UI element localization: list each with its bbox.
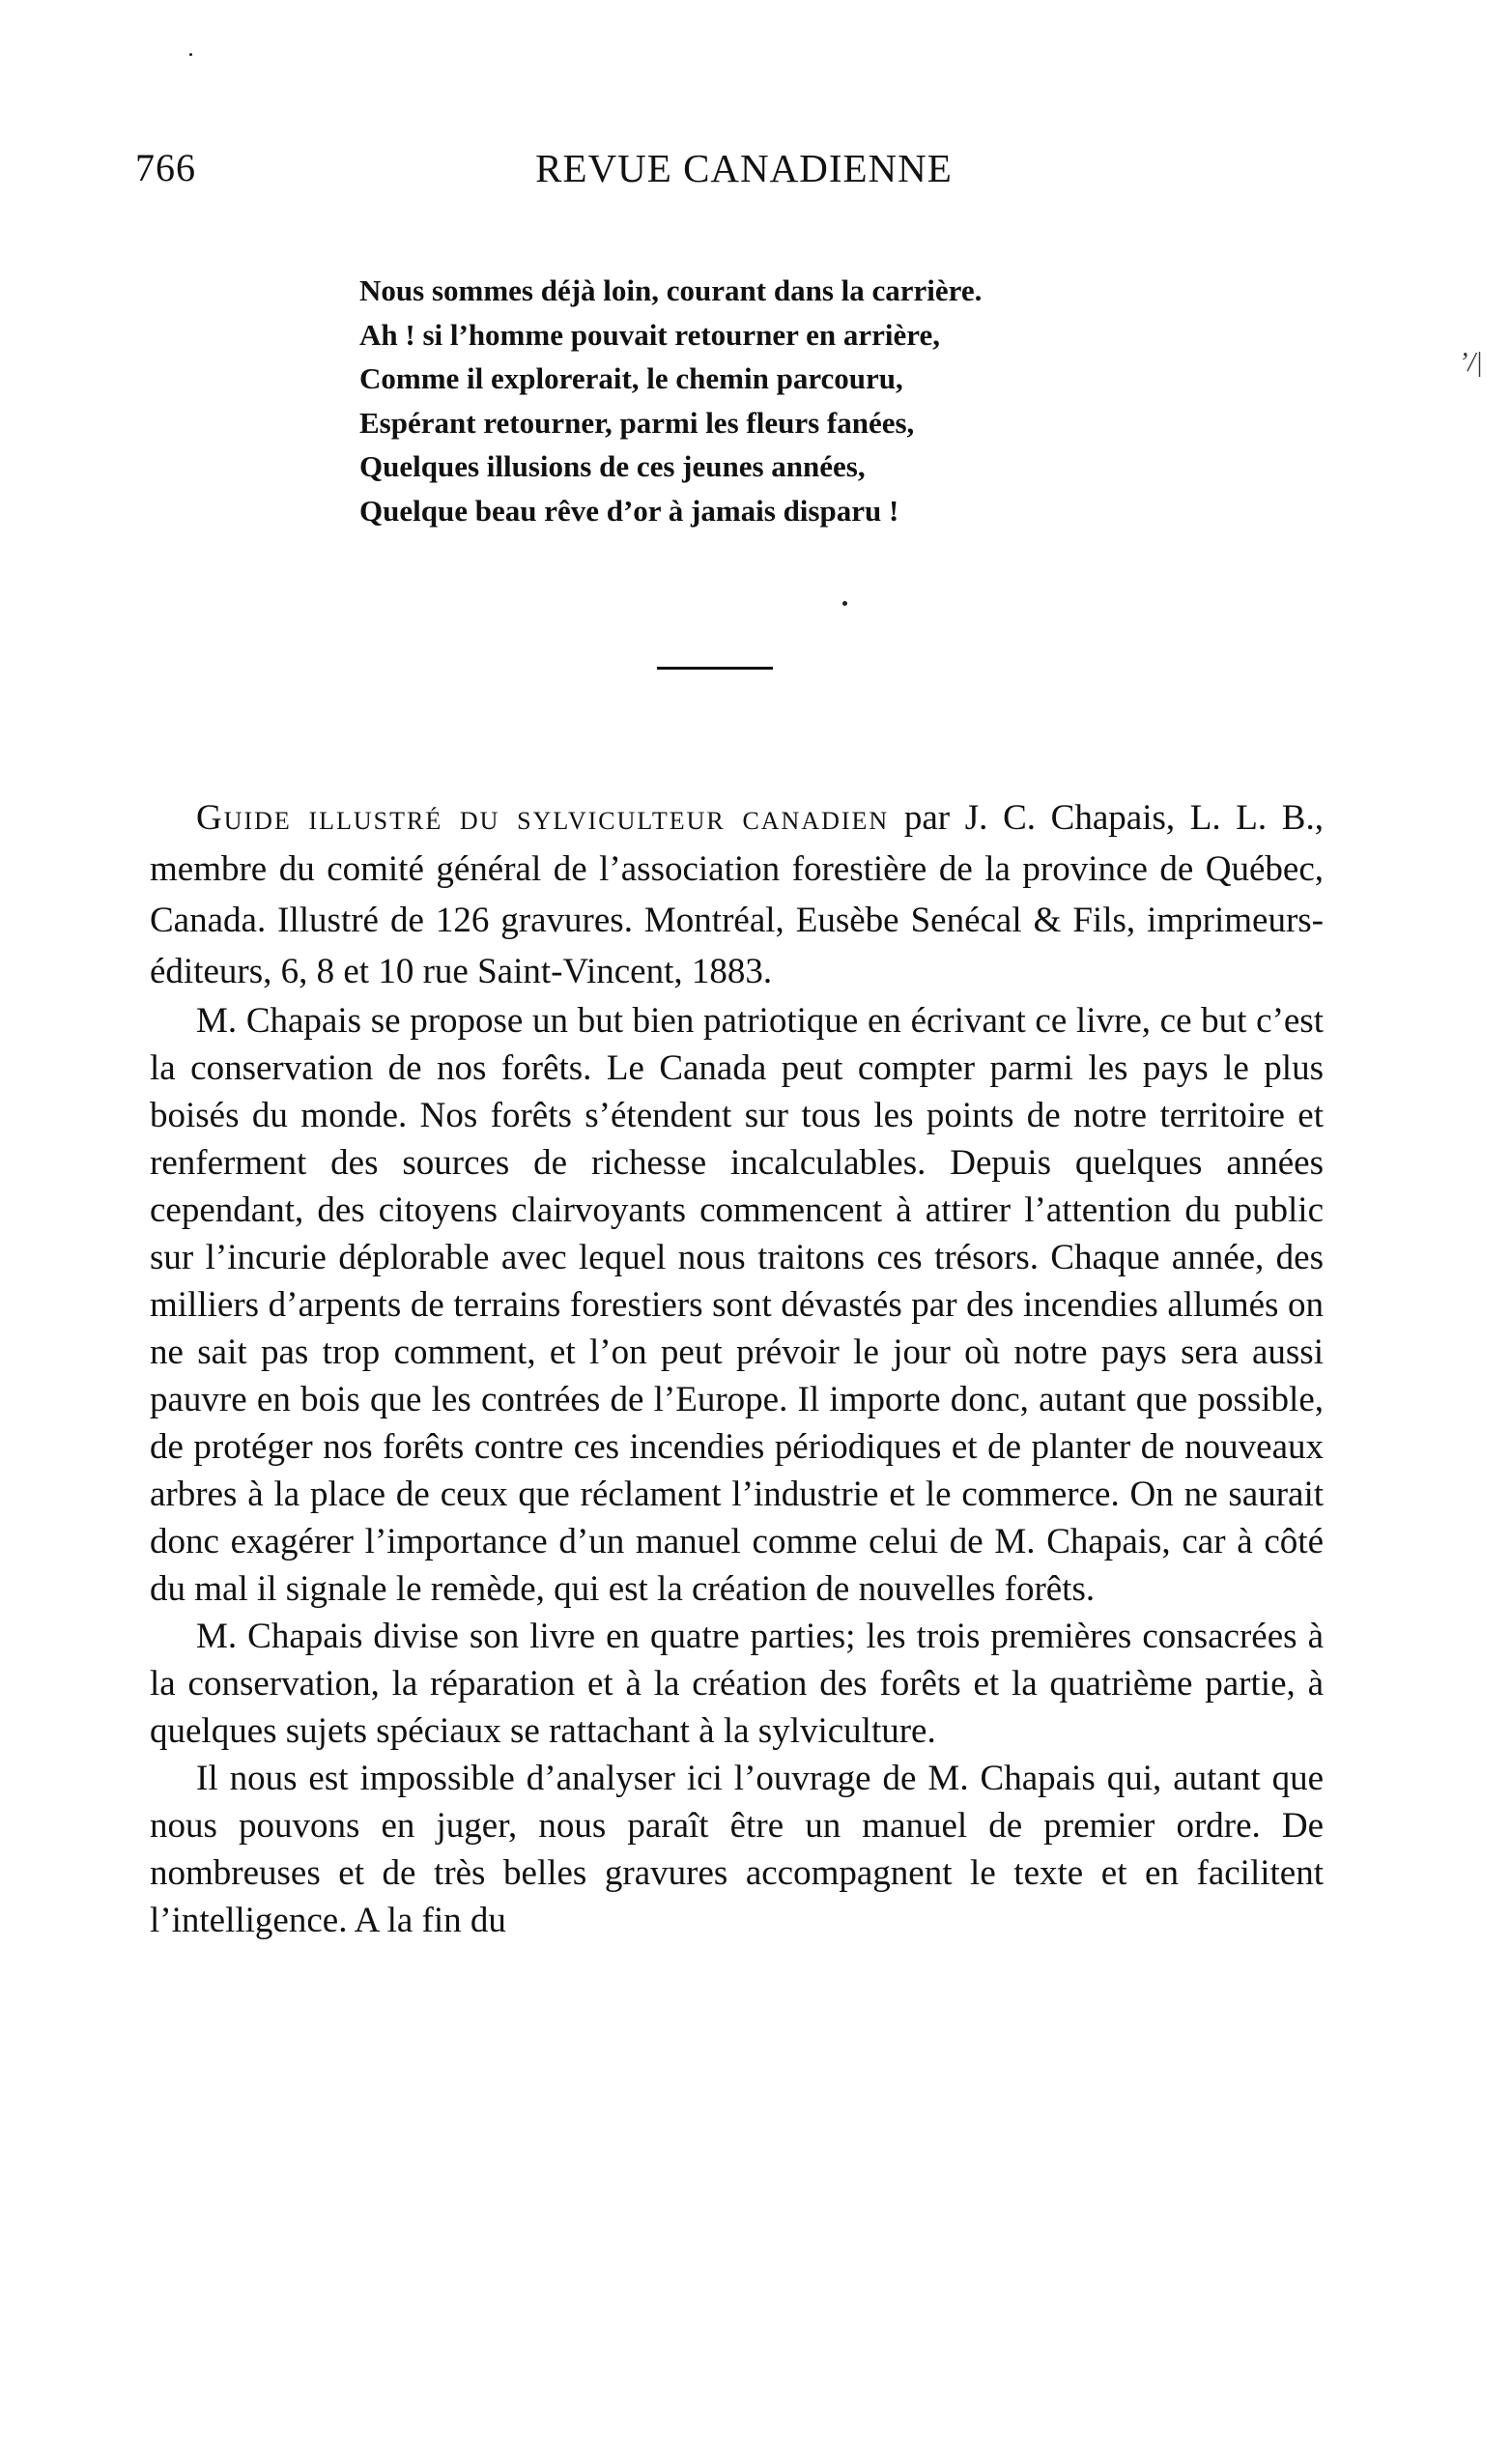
review-paragraph: M. Chapais divise son livre en quatre parties; les trois premières consacrées à la conservation, la réparation et à la création des forêts et la quatrième partie, à quelques sujets spéciaux se rattachant à la sylviculture. (150, 1617, 1324, 1751)
book-title: Guide illustré du sylviculteur canadien (196, 798, 890, 838)
poem-stanza (359, 269, 982, 532)
poem-line: Quelques illusions de ces jeunes années, (359, 449, 866, 483)
poem-line: Espérant retourner, parmi les fleurs fanées, (359, 405, 915, 440)
margin-ink-mark: ’/| (1459, 348, 1483, 378)
review-paragraph: Il nous est impossible d’analyser ici l’ouvrage de M. Chapais qui, autant que nous pouvons en juger, nous paraît être un manuel de premier ordre. De nombreuses et de très belles gravures accompagnent le texte et en facilitent l’intelligence. A la fin du (150, 1759, 1324, 1940)
page-header (135, 145, 1353, 203)
ink-speck (842, 601, 847, 606)
book-citation: par J. C. Chapais, L. L. B., membre du comité général de l’association forestière de la province de Québec, Canada. Illustré de 126 gravures. Montréal, Eusèbe Senécal & Fils, imprimeurs-éditeurs, 6, 8 et 10 rue Saint-Vincent, 1883. (150, 798, 1324, 991)
ink-speck (189, 53, 192, 56)
review-section (150, 792, 1324, 1944)
page-number: 766 (135, 146, 196, 189)
bibliographic-entry (150, 792, 1324, 997)
poem-line: Quelque beau rêve d’or à jamais disparu ! (359, 493, 899, 528)
review-paragraph: M. Chapais se propose un but bien patriotique en écrivant ce livre, ce but c’est la conservation de nos forêts. Le Canada peut compter parmi les pays le plus boisés du monde. Nos forêts s’étendent sur tous les points de notre territoire et renferment des sources de richesse incalculables. Depuis quelques années cependant, des citoyens clairvoyants commencent à attirer l’attention du public sur l’incurie déplorable avec lequel nous traitons ces trésors. Chaque année, des milliers d’arpents de terrains forestiers sont dévastés par des incendies allumés on ne sait pas trop comment, et l’on peut prévoir le jour où notre pays sera aussi pauvre en bois que les contrées de l’Europe. Il importe donc, autant que possible, de protéger nos forêts contre ces incendies périodiques et de planter de nouveaux arbres à la place de ceux que réclament l’industrie et le commerce. On ne saurait donc exagérer l’importance d’un manuel comme celui de M. Chapais, car à côté du mal il signale le remède, qui est la création de nouvelles forêts. (150, 1001, 1324, 1609)
poem-line: Ah ! si l’homme pouvait retourner en arrière, (359, 317, 940, 352)
section-separator-rule (657, 667, 773, 670)
poem-line: Comme il explorerait, le chemin parcouru, (359, 361, 903, 395)
poem-line: Nous sommes déjà loin, courant dans la carrière. (359, 273, 983, 307)
running-title: REVUE CANADIENNE (535, 146, 953, 190)
